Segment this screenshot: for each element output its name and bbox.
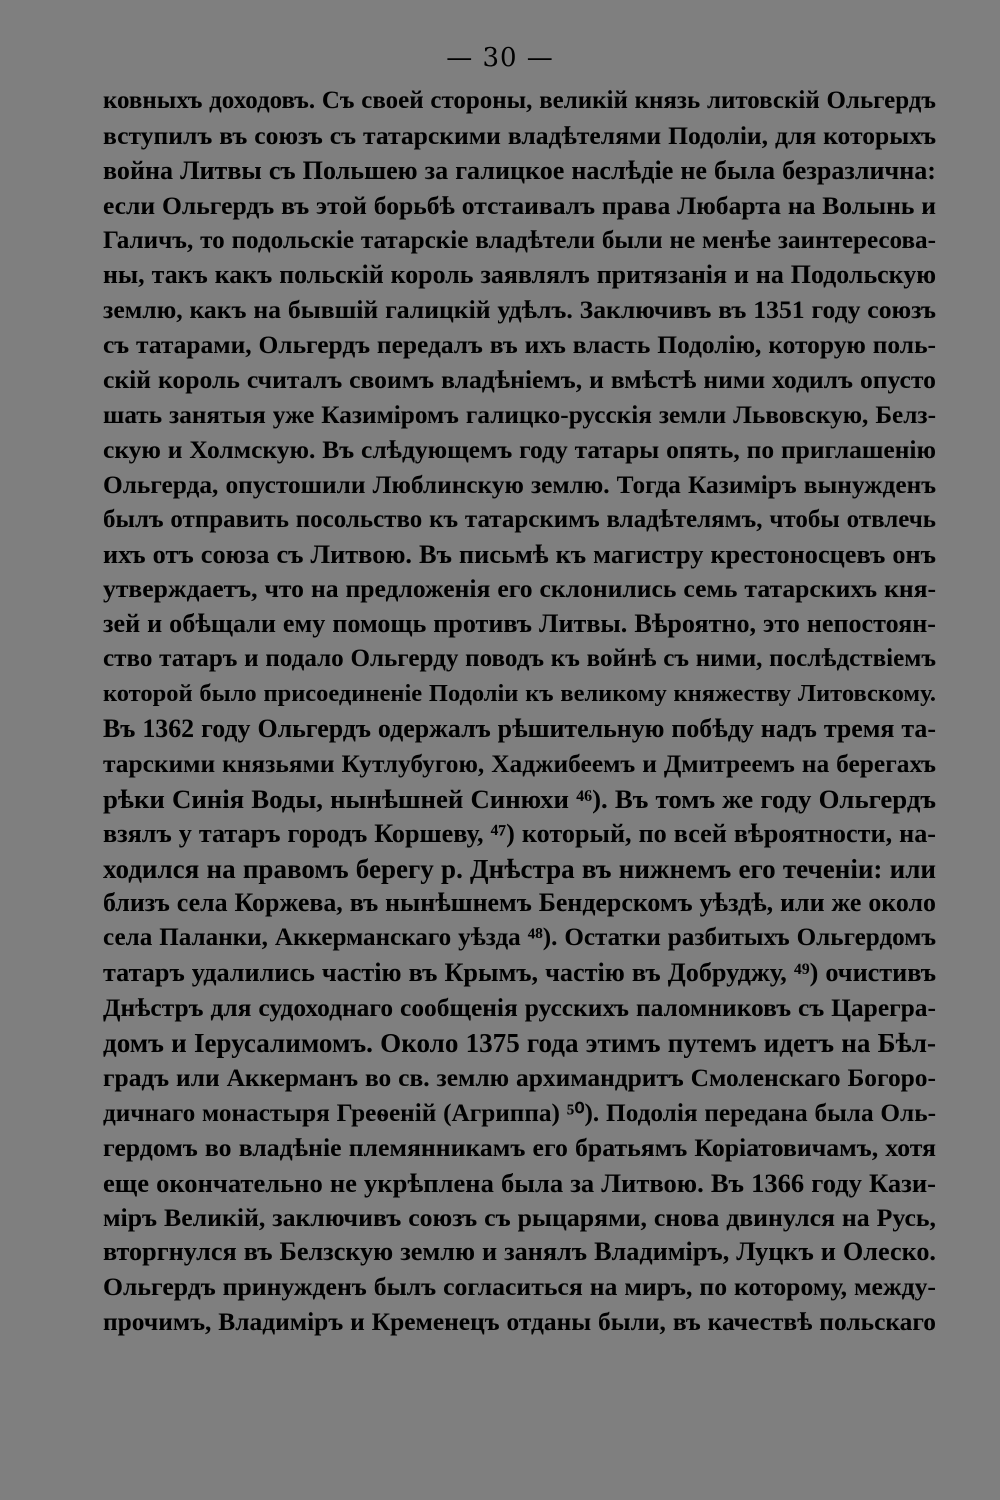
text-line: которой было присоединеніе Подоліи къ великому княжеству Литовскому. [103,680,936,708]
page-number: — 30 — [446,43,554,73]
text-line: домъ и Іерусалимомъ. Около 1375 года этимъ путемъ идетъ на Бѣл- [103,1028,936,1059]
text-line: ство татаръ и подало Ольгерду поводъ къ войнѣ съ ними, послѣдствіемъ [103,645,936,673]
text-line: ковныхъ доходовъ. Съ своей стороны, великій князь литовскій Ольгердъ [103,87,936,114]
body-text [103,84,936,1340]
text-line: ходился на правомъ берегу р. Днѣстра въ нижнемъ его теченіи: или [103,853,936,884]
text-line: дичнаго монастыря Греѳеній (Агриппа) ⁵⁰). Подолія передана была Оль- [103,1098,936,1127]
text-line: Ольгердъ принужденъ былъ согласиться на миръ, по которому, между- [103,1272,936,1302]
text-line: градъ или Аккерманъ во св. землю архимандритъ Смоленскаго Богоро- [103,1062,936,1092]
text-line: вступилъ въ союзъ съ татарскими владѣтелями Подоліи, для которыхъ [103,120,936,150]
text-line: Въ 1362 году Ольгердъ одержалъ рѣшительную побѣду надъ тремя та- [103,714,936,744]
text-line: скій король считалъ своимъ владѣніемъ, и вмѣстѣ ними ходилъ опусто [103,365,936,395]
text-line: гердомъ во владѣніе племянникамъ его братьямъ Коріатовичамъ, хотя [103,1132,936,1162]
text-line: близъ села Коржева, въ нынѣшнемъ Бендерскомъ уѣздѣ, или же около [103,888,936,918]
text-line: Днѣстръ для судоходнаго сообщенія русскихъ паломниковъ съ Царегра- [103,993,936,1023]
text-line: съ татарами, Ольгердъ передалъ въ ихъ власть Подолію, которую поль- [103,330,936,360]
text-line: если Ольгердъ въ этой борьбѣ отстаивалъ права Любарта на Волынь и [103,190,936,220]
text-line: взялъ у татаръ городъ Коршеву, ⁴⁷) который, по всей вѣроятности, на- [103,818,936,848]
text-line: шать занятыя уже Казиміромъ галицко-русскія земли Львовскую, Белз- [103,401,936,430]
text-line: Ольгерда, опустошили Люблинскую землю. Тогда Казиміръ вынужденъ [103,470,936,499]
text-line: села Паланки, Аккерманскаго уѣзда ⁴⁸). Остатки разбитыхъ Ольгердомъ [103,924,936,952]
text-line: ны, такъ какъ польскій король заявлялъ притязанія и на Подольскую [103,260,936,290]
text-line: татаръ удалились частію въ Крымъ, частію въ Добруджу, ⁴⁹) очистивъ [103,958,936,988]
text-line: война Литвы съ Польшею за галицкое наслѣдіе не была безразлична: [103,155,936,185]
text-line: утверждаетъ, что на предложенія его склонились семь татарскихъ кня- [103,574,936,604]
text-line: рѣки Синія Воды, нынѣшней Синюхи ⁴⁶). Въ томъ же году Ольгердъ [103,783,936,814]
text-line: скую и Холмскую. Въ слѣдующемъ году татары опять, по приглашенію [103,434,936,464]
text-line: Галичъ, то подольскіе татарскіе владѣтели были не менѣе заинтересова- [103,226,936,254]
text-line: вторгнулся въ Белзскую землю и занялъ Владиміръ, Луцкъ и Олеско. [103,1237,936,1267]
text-line: тарскими князьями Кутлубугою, Хаджибеемъ и Дмитреемъ на берегахъ [103,749,936,778]
text-line: еще окончательно не укрѣплена была за Литвою. Въ 1366 году Кази- [103,1167,936,1198]
text-line: міръ Великій, заключивъ союзъ съ рыцарями, снова двинулся на Русь, [103,1202,936,1232]
text-line: прочимъ, Владиміръ и Кременецъ отданы были, въ качествѣ польскаго [103,1307,936,1337]
text-line: былъ отправить посольство къ татарскимъ владѣтелямъ, чтобы отвлечь [103,505,936,533]
text-line: ихъ отъ союза съ Литвою. Въ письмѣ къ магистру крестоносцевъ онъ [103,539,936,569]
text-line: зей и обѣщали ему помощь противъ Литвы. Вѣроятно, это непостоян- [103,609,936,639]
text-line: землю, какъ на бывшій галицкій удѣлъ. Заключивъ въ 1351 году союзъ [103,295,936,325]
